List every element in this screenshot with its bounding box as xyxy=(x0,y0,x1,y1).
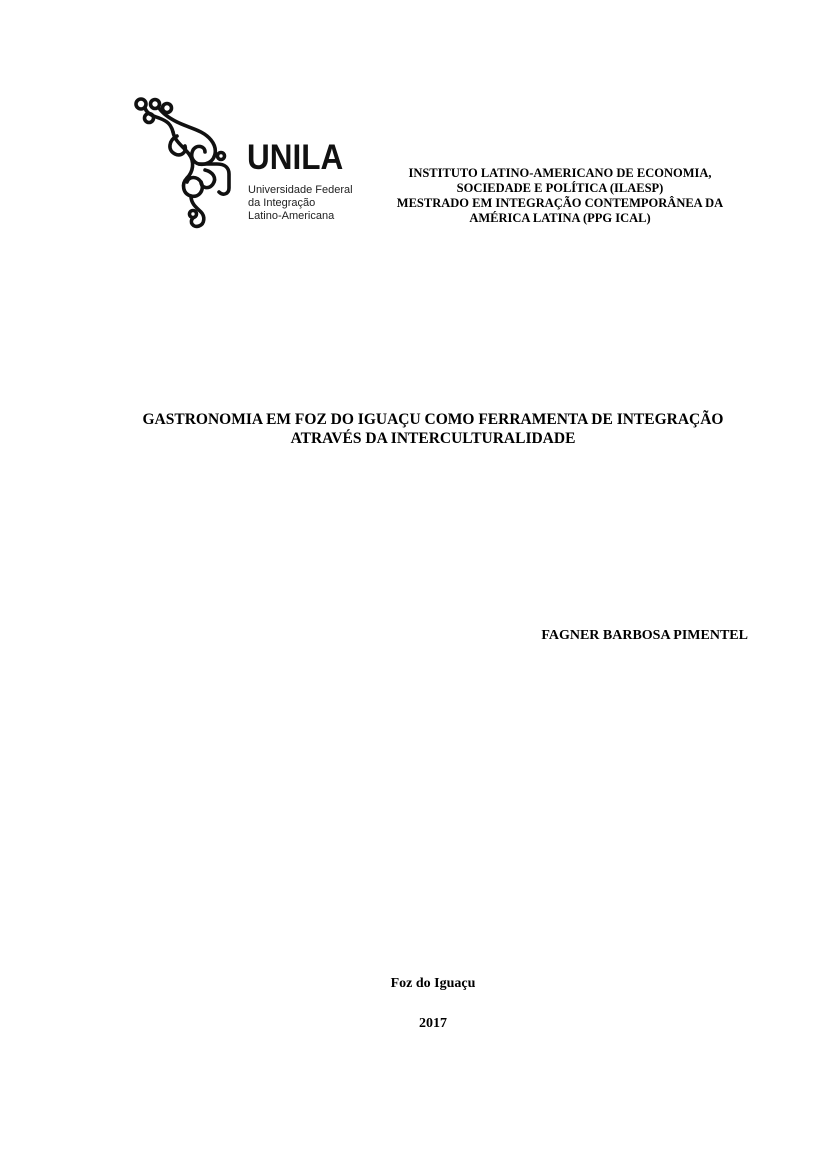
title-line: ATRAVÉS DA INTERCULTURALIDADE xyxy=(290,430,576,447)
institute-line: MESTRADO EM INTEGRAÇÃO CONTEMPORÂNEA DA xyxy=(396,196,724,210)
city-name: Foz do Iguaçu xyxy=(390,976,476,991)
publication-year: 2017 xyxy=(419,1016,447,1031)
logo-subtitle-line: Universidade Federal xyxy=(248,184,353,196)
unila-emblem-icon xyxy=(133,96,245,230)
institute-line: AMÉRICA LATINA (PPG ICAL) xyxy=(469,211,651,225)
logo-subtitle-line: Latino-Americana xyxy=(248,210,335,222)
logo-subtitle-line: da Integração xyxy=(248,197,316,209)
logo-wordmark: UNILA xyxy=(247,138,344,177)
institute-heading xyxy=(370,166,750,226)
logo-subtitle xyxy=(248,184,353,223)
unila-logo xyxy=(133,96,353,230)
document-title xyxy=(80,410,786,448)
author-name: FAGNER BARBOSA PIMENTEL xyxy=(541,628,748,643)
institute-line: INSTITUTO LATINO-AMERICANO DE ECONOMIA, xyxy=(408,166,712,180)
title-line: GASTRONOMIA EM FOZ DO IGUAÇU COMO FERRAMENTA DE INTEGRAÇÃO xyxy=(142,411,724,428)
institute-line: SOCIEDADE E POLÍTICA (ILAESP) xyxy=(456,181,664,195)
